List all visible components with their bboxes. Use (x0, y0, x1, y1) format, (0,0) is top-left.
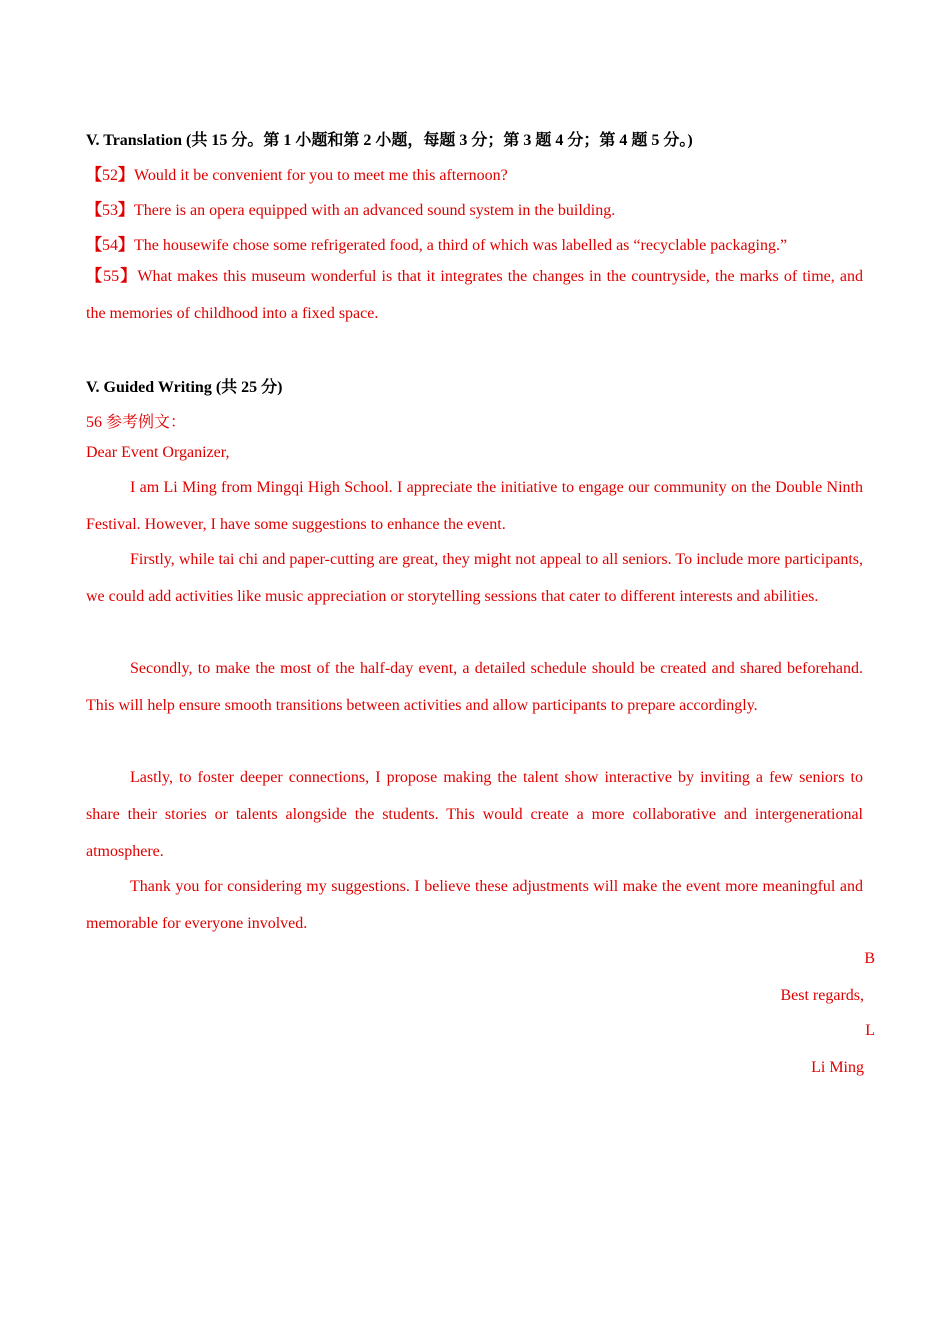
item-text: What makes this museum wonderful is that it integrates the changes in the countryside, the marks of time, and the memories of childhood into a fixed space. (86, 268, 863, 322)
body-paragraph: Lastly, to foster deeper connections, I propose making the talent show interactive by inviting a few seniors to share their stories or talents alongside the students. This would create a more collaborative and intergenerational atmosphere. (86, 769, 863, 860)
sample-label: 56 参考例文： (86, 414, 187, 431)
stray-letter-b: B (864, 950, 875, 967)
translation-heading: V. Translation (共 15 分。第 1 小题和第 2 小题，每题 3 分；第 3 题 4 分；第 4 题 5 分。) (86, 132, 693, 149)
salutation: Dear Event Organizer, (86, 444, 230, 461)
bracket-close: 】 (118, 202, 135, 219)
item-number: 55 (103, 268, 120, 285)
body-paragraph: Secondly, to make the most of the half-day event, a detailed schedule should be created and shared beforehand. This will help ensure smooth transitions between activities and allow participants to prepare accordingly. (86, 660, 863, 714)
translation-item-54 (86, 232, 787, 255)
item-number: 52 (102, 167, 119, 184)
bracket-open: 【 (86, 167, 103, 184)
body-paragraph: Thank you for considering my suggestions. I believe these adjustments will make the event more meaningful and memorable for everyone involved. (86, 878, 863, 932)
item-number: 54 (102, 237, 119, 254)
stray-letter-l: L (865, 1022, 875, 1039)
body-paragraph: I am Li Ming from Mingqi High School. I appreciate the initiative to engage our community on the Double Ninth Festival. However, I have some suggestions to enhance the event. (86, 479, 863, 533)
bracket-close: 】 (119, 268, 138, 285)
item-text: There is an opera equipped with an advanced sound system in the building. (134, 202, 616, 219)
writing-heading: V. Guided Writing (共 25 分) (86, 379, 283, 396)
bracket-open: 【 (86, 268, 104, 285)
body-paragraph: Firstly, while tai chi and paper-cutting are great, they might not appeal to all seniors. To include more participants, we could add activities like music appreciation or storytelling sessions that cater to different interests and abilities. (86, 551, 863, 605)
signature: Li Ming (811, 1059, 864, 1076)
item-number: 53 (102, 202, 119, 219)
closing: Best regards, (780, 987, 864, 1004)
bracket-close: 】 (118, 237, 135, 254)
item-text: The housewife chose some refrigerated food, a third of which was labelled as “recyclable packaging.” (134, 237, 788, 254)
bracket-close: 】 (118, 167, 135, 184)
translation-item-53 (86, 197, 615, 220)
item-text: Would it be convenient for you to meet me this afternoon? (134, 167, 508, 184)
bracket-open: 【 (86, 237, 103, 254)
bracket-open: 【 (86, 202, 103, 219)
translation-item-52 (86, 162, 508, 185)
translation-item-55 (86, 258, 863, 332)
